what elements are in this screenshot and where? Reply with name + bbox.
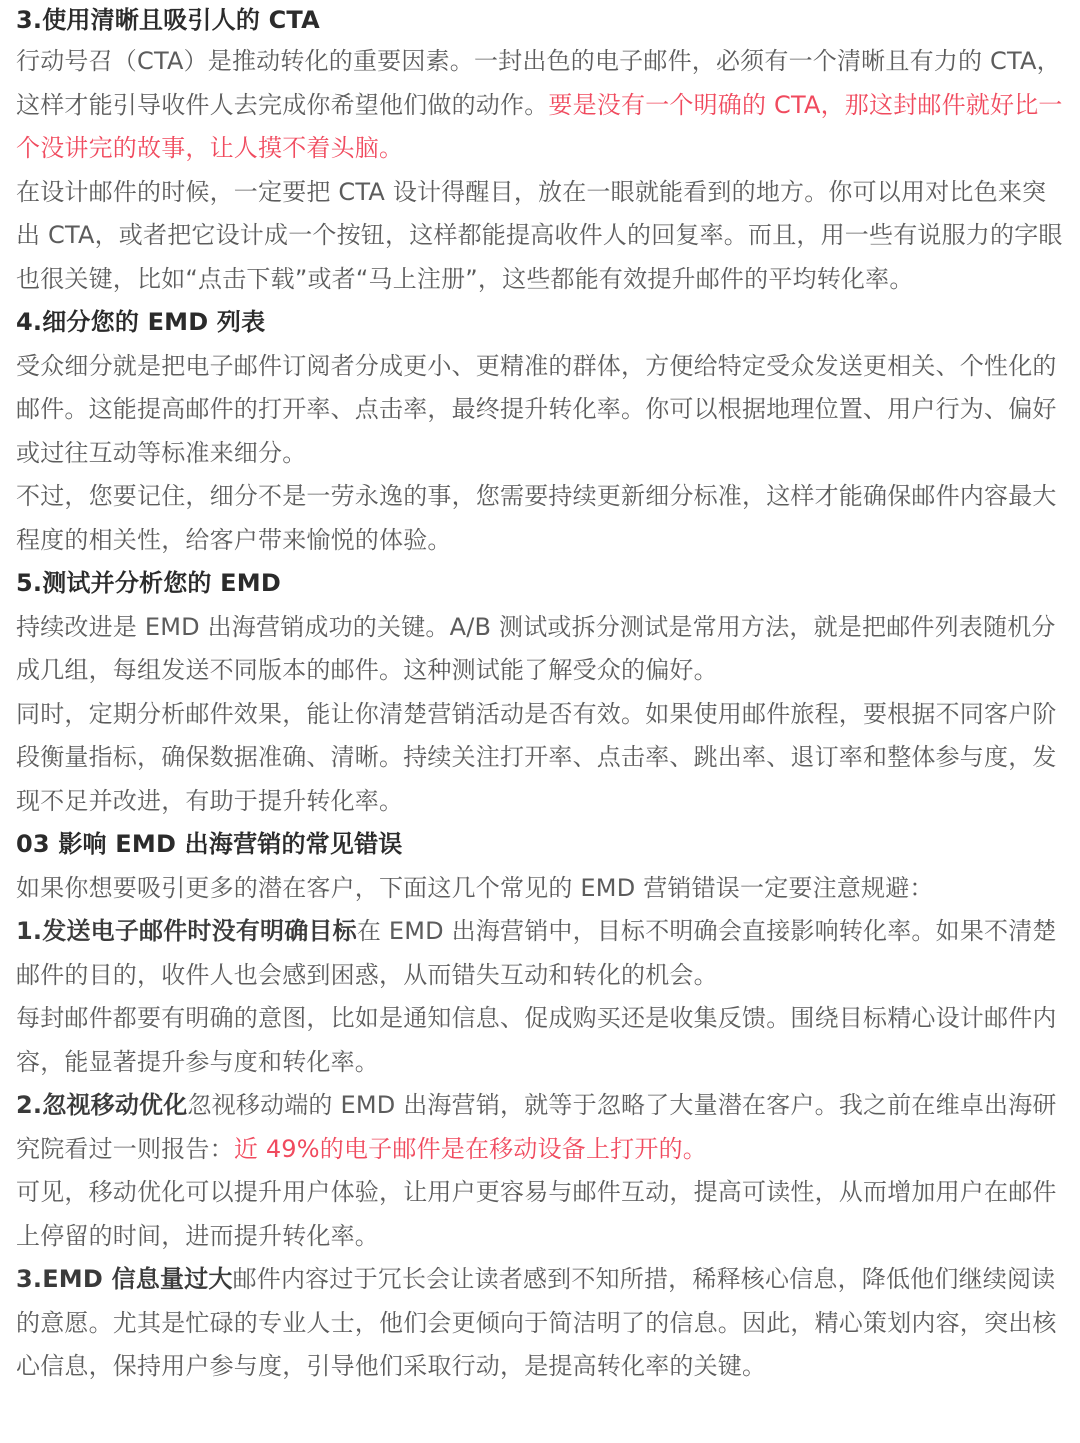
- section-heading-segmentation: [16, 301, 1068, 345]
- paragraph-mobile-benefit: [16, 1171, 1068, 1258]
- paragraph-text: 如果你想要吸引更多的潜在客户，下面这几个常见的 EMD 营销错误一定要注意规避：: [16, 873, 934, 902]
- paragraph-text: 持续改进是 EMD 出海营销成功的关键。A/B 测试或拆分测试是常用方法，就是把邮件列表随机分成几组，每组发送不同版本的邮件。这种测试能了解受众的偏好。: [16, 612, 1056, 684]
- paragraph-text: 忽视移动端的 EMD 出海营销，就等于忽略了大量潜在客户。我之前在维卓出海研究院看过一则报告：: [16, 1091, 1057, 1163]
- bold-lead-text: 3.EMD 信息量过大: [16, 1265, 233, 1293]
- section-heading-cta: [16, 0, 1068, 40]
- section-heading-common-mistakes: [16, 823, 1068, 867]
- paragraph-segmentation-update: [16, 475, 1068, 562]
- heading-text: 5.测试并分析您的 EMD: [16, 569, 281, 597]
- heading-text: 03 影响 EMD 出海营销的常见错误: [16, 830, 403, 858]
- paragraph-text: 可见，移动优化可以提升用户体验，让用户更容易与邮件互动，提高可读性，从而增加用户在邮件上停留的时间，进而提升转化率。: [16, 1178, 1057, 1250]
- paragraph-clear-intent: [16, 997, 1068, 1084]
- heading-text: 4.细分您的 EMD 列表: [16, 308, 266, 336]
- paragraph-text: 在设计邮件的时候，一定要把 CTA 设计得醒目，放在一眼就能看到的地方。你可以用对比色来突出 CTA，或者把它设计成一个按钮，这样都能提高收件人的回复率。而且，用一些有说服力的字眼也很关键，比如“点击下载”或者“马上注册”，这些都能有效提升邮件的平均转化率。: [16, 177, 1063, 293]
- paragraph-segmentation: [16, 345, 1068, 476]
- paragraph-cta-design: [16, 171, 1068, 302]
- paragraph-text: 每封邮件都要有明确的意图，比如是通知信息、促成购买还是收集反馈。围绕目标精心设计邮件内容，能显著提升参与度和转化率。: [16, 1004, 1057, 1076]
- paragraph-text: 受众细分就是把电子邮件订阅者分成更小、更精准的群体，方便给特定受众发送更相关、个性化的邮件。这能提高邮件的打开率、点击率，最终提升转化率。你可以根据地理位置、用户行为、偏好或过往互动等标准来细分。: [16, 351, 1057, 467]
- paragraph-mistake-overload: [16, 1258, 1068, 1389]
- paragraph-text: 邮件内容过于冗长会让读者感到不知所措，稀释核心信息，降低他们继续阅读的意愿。尤其是忙碌的专业人士，他们会更倾向于简洁明了的信息。因此，精心策划内容，突出核心信息，保持用户参与度，引导他们采取行动，是提高转化率的关键。: [16, 1265, 1057, 1380]
- paragraph-cta-intro: [16, 40, 1068, 171]
- paragraph-ab-testing: [16, 606, 1068, 693]
- paragraph-mistake-mobile: [16, 1084, 1068, 1171]
- paragraph-text: 行动号召（CTA）是推动转化的重要因素。一封出色的电子邮件，必须有一个清晰且有力的 CTA，这样才能引导收件人去完成你希望他们做的动作。: [16, 47, 1061, 119]
- paragraph-mistakes-intro: [16, 867, 1068, 911]
- paragraph-text: 在 EMD 出海营销中，目标不明确会直接影响转化率。如果不清楚邮件的目的，收件人也会感到困惑，从而错失互动和转化的机会。: [16, 917, 1057, 989]
- paragraph-text: 不过，您要记住，细分不是一劳永逸的事，您需要持续更新细分标准，这样才能确保邮件内容最大程度的相关性，给客户带来愉悦的体验。: [16, 482, 1057, 554]
- heading-text: 3.使用清晰且吸引人的 CTA: [16, 6, 320, 34]
- bold-lead-text: 2.忽视移动优化: [16, 1091, 188, 1119]
- paragraph-analysis: [16, 693, 1068, 824]
- highlighted-text: 近 49%的电子邮件是在移动设备上打开的。: [233, 1134, 707, 1163]
- bold-lead-text: 1.发送电子邮件时没有明确目标: [16, 917, 357, 945]
- highlighted-text: 要是没有一个明确的 CTA，那这封邮件就好比一个没讲完的故事，让人摸不着头脑。: [16, 90, 1063, 162]
- paragraph-mistake-no-goal: [16, 910, 1068, 997]
- paragraph-text: 同时，定期分析邮件效果，能让你清楚营销活动是否有效。如果使用邮件旅程，要根据不同客户阶段衡量指标，确保数据准确、清晰。持续关注打开率、点击率、跳出率、退订率和整体参与度，发现不足并改进，有助于提升转化率。: [16, 699, 1057, 815]
- section-heading-testing: [16, 562, 1068, 606]
